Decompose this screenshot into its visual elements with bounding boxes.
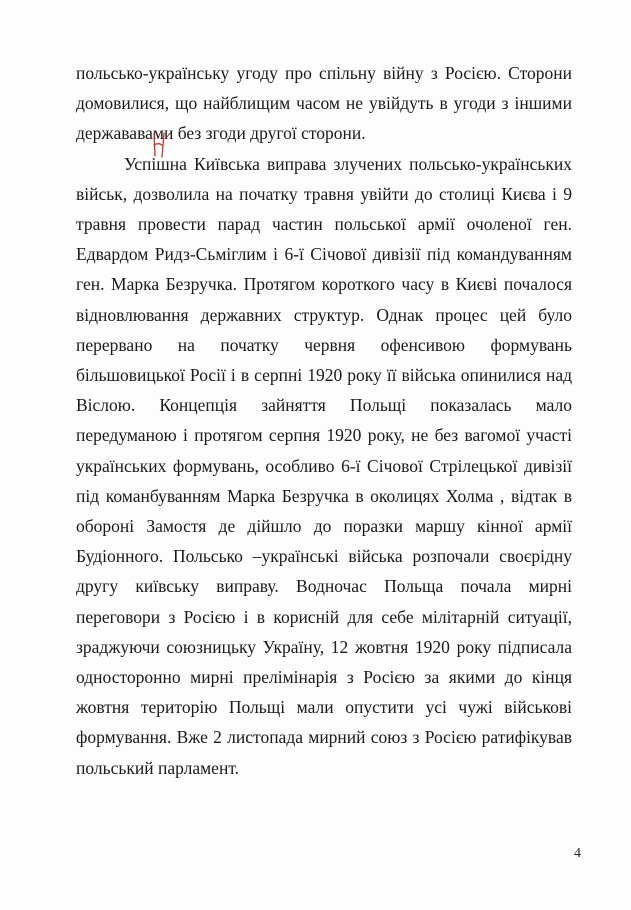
page-number: 4 bbox=[574, 846, 581, 861]
paragraph-continuation: польсько-українську угоду про спільну війну з Росією. Сторони домовилися, що найблищим часом не увійдуть в угоди з іншими держававами без згоди другої сторони. bbox=[76, 63, 572, 144]
paragraph-kyiv-campaign: Успішна Київська виправа злучених польсько-українських військ, дозволила на початку травня увійти до столиці Києва і 9 травня провести парад частин польської армії очоленої ген. Едвардом Ридз-Сьміглим і 6-ї Січової дивізії під командуванням ген. Марка Безручка. Протягом короткого часу в Києві почалося відновлювання державних структур. Однак процес цей було перервано на початку червня офенсивою формувань більшовицької Росії і в серпні 1920 року її війська опинилися над Віслою. Концепція зайняття Польщі показалась мало передуманою і протягом серпня 1920 року, не без вагомої участі українських формувань, особливо 6-ї Січової Стрілецької дивізії під команбуванням Марка Безручка в околицях Холма , відтак в обороні Замостя де дійшло до поразки маршу кінної армії Будіонного. Польсько –українські війська розпочали своєрідну другу київську виправу. Водночас Польща почала мирні переговори з Росією і в корисній для себе мілітарній ситуації, зраджуючи союзницьку Україну, 12 жовтня 1920 року підписала односторонно мирні прелімінарія з Росією за якими до кінця жовтня територію Польщі мали опустити усі чужі військові формування. Вже 2 листопада мирний союз з Росією ратифікував польський парламент. bbox=[76, 153, 572, 778]
body-text bbox=[76, 58, 572, 783]
